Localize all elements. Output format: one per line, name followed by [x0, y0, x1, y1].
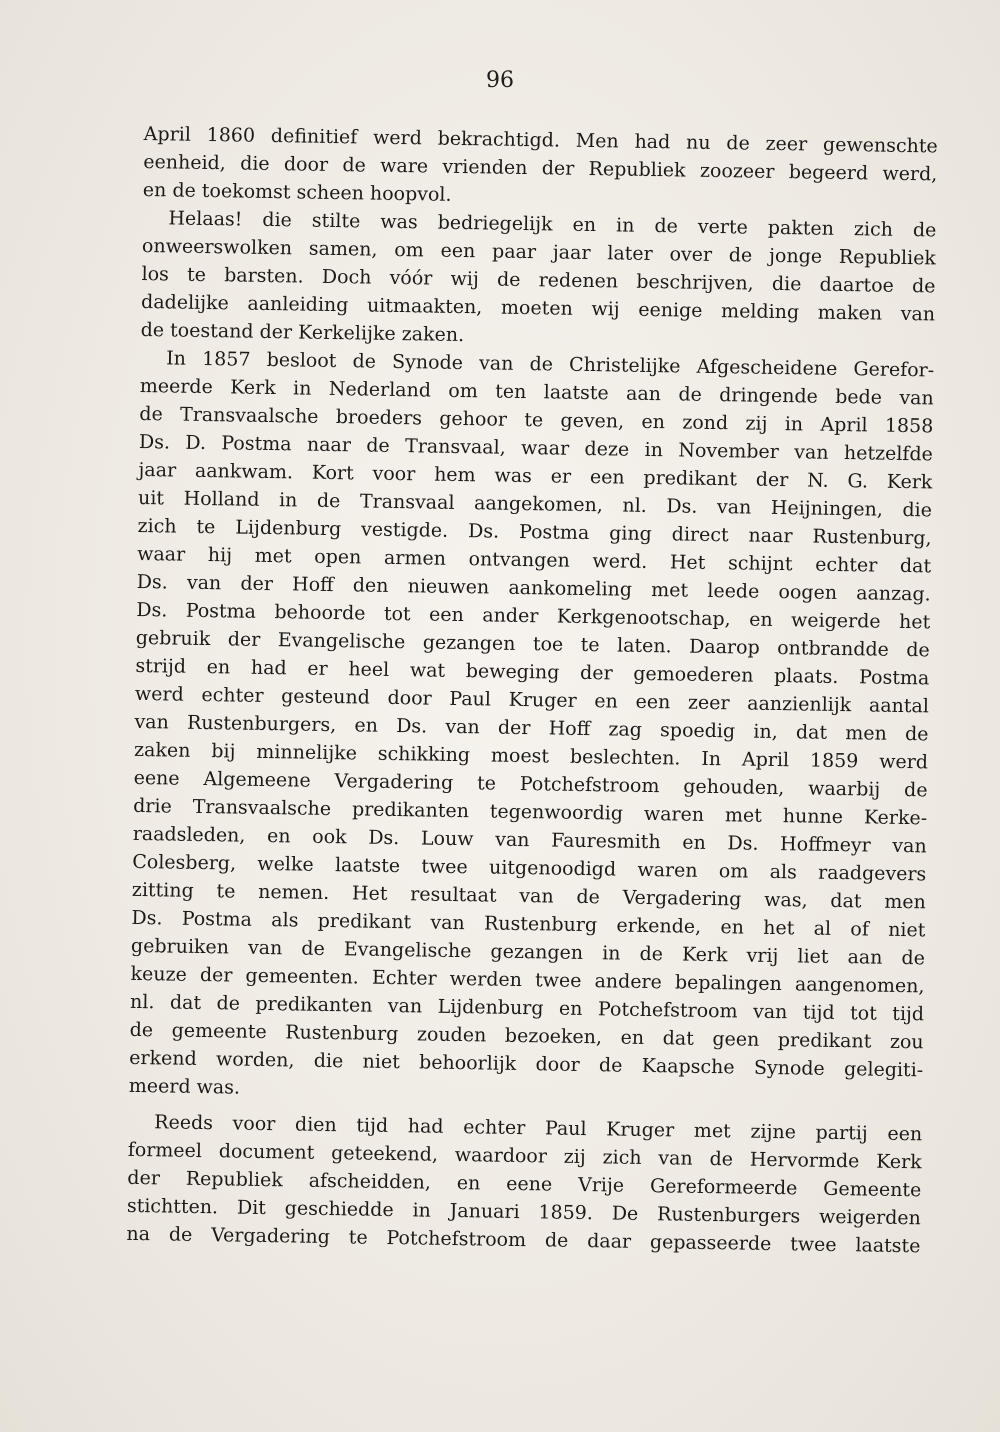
text-line: erkend worden, die niet behoorlijk door de Kaapsche Synode gelegiti- [129, 1046, 924, 1082]
text-line: formeel document geteekend, waardoor zij zich van de Hervormde Kerk [127, 1138, 922, 1174]
text-line: en de toekomst scheen hoopvol. [142, 178, 452, 206]
text-line: nl. dat de predikanten van Lijdenburg en Potchefstroom van tijd tot tijd [129, 990, 925, 1026]
text-line: onweerswolken samen, om een paar jaar later over de jonge Republiek [141, 234, 937, 270]
text-line: gebruiken van de Evangelische gezangen in de Kerk vrij liet aan de [130, 934, 926, 970]
text-line: van Rustenburgers, en Ds. van der Hoff zag spoedig in, dat men de [134, 710, 929, 746]
text-line: uit Holland in de Transvaal aangekomen, nl. Ds. van Heijningen, die [137, 486, 933, 522]
text-line: Ds. Postma als predikant van Rustenburg erkende, en het al of niet [131, 906, 926, 942]
text-line: Colesberg, welke laatste twee uitgenoodigd waren om als raadgevers [132, 850, 927, 886]
text-line: April 1860 definitief werd bekrachtigd. Men had nu de zeer gewenschte [143, 122, 938, 158]
body-text [126, 120, 938, 1260]
page-number: 96 [486, 68, 514, 93]
text-line: der Republiek afscheidden, en eene Vrije Gereformeerde Gemeente [127, 1166, 922, 1202]
text-line: werd echter gesteund door Paul Kruger en een zeer aanzienlijk aantal [134, 682, 930, 718]
text-line: zaken bij minnelijke schikking moest beslechten. In April 1859 werd [133, 738, 929, 774]
text-line: zitting te nemen. Het resultaat van de Vergadering was, dat men [131, 878, 926, 914]
text-line: zich te Lijdenburg vestigde. Ds. Postma ging direct naar Rustenburg, [137, 514, 932, 550]
text-line: keuze der gemeenten. Echter werden twee andere bepalingen aangenomen, [130, 962, 925, 998]
text-line: Ds. van der Hoff den nieuwen aankomeling met leede oogen aanzag. [136, 570, 931, 606]
text-line: drie Transvaalsche predikanten tegenwoordig waren met hunne Kerke- [133, 794, 928, 830]
paragraph [129, 344, 935, 1112]
paragraph [126, 1108, 922, 1260]
text-line: de gemeente Rustenburg zouden bezoeken, en dat geen predikant zou [129, 1018, 924, 1054]
text-line: raadsleden, en ook Ds. Louw van Fauresmith en Ds. Hoffmeyr van [132, 822, 927, 858]
text-line: Reeds voor dien tijd had echter Paul Kruger met zijne partij een [154, 1111, 923, 1146]
text-line: dadelijke aanleiding uitmaakten, moeten wij eenige melding maken van [140, 290, 936, 326]
text-line: stichtten. Dit geschiedde in Januari 1859. De Rustenburgers weigerden [126, 1194, 922, 1230]
text-line: meerd was. [128, 1074, 241, 1099]
text-line: strijd en had er heel wat beweging der gemoederen plaats. Postma [135, 654, 930, 690]
text-line: jaar aankwam. Kort voor hem was er een predikant der N. G. Kerk [138, 458, 933, 494]
text-line: Ds. D. Postma naar de Transvaal, waar deze in November van hetzelfde [138, 430, 934, 466]
paragraph [140, 204, 936, 356]
text-line: eene Algemeene Vergadering te Potchefstroom gehouden, waarbij de [133, 766, 928, 802]
text-line: na de Vergadering te Potchefstroom de daar gepasseerde twee laatste [126, 1222, 921, 1258]
text-line: de Transvaalsche broeders gehoor te geven, en zond zij in April 1858 [139, 402, 934, 438]
text-line: de toestand der Kerkelijke zaken. [140, 318, 465, 347]
text-line: gebruik der Evangelische gezangen toe te laten. Daarop ontbrandde de [135, 626, 930, 662]
text-line: waar hij met open armen ontvangen werd. Het schijnt echter dat [137, 542, 932, 578]
text-line: Ds. Postma behoorde tot een ander Kerkgenootschap, en weigerde het [136, 598, 931, 634]
text-line: eenheid, die door de ware vrienden der Republiek zoozeer begeerd werd, [143, 150, 938, 186]
text-line: meerde Kerk in Nederland om ten laatste aan de dringende bede van [139, 374, 934, 410]
text-line: los te barsten. Doch vóór wij de redenen beschrijven, die daartoe de [141, 262, 936, 298]
text-line: In 1857 besloot de Synode van de Christelijke Afgescheidene Gerefor- [166, 347, 935, 382]
text-line: Helaas! die stilte was bedriegelijk en in de verte pakten zich de [168, 207, 937, 242]
paragraph [143, 120, 938, 216]
